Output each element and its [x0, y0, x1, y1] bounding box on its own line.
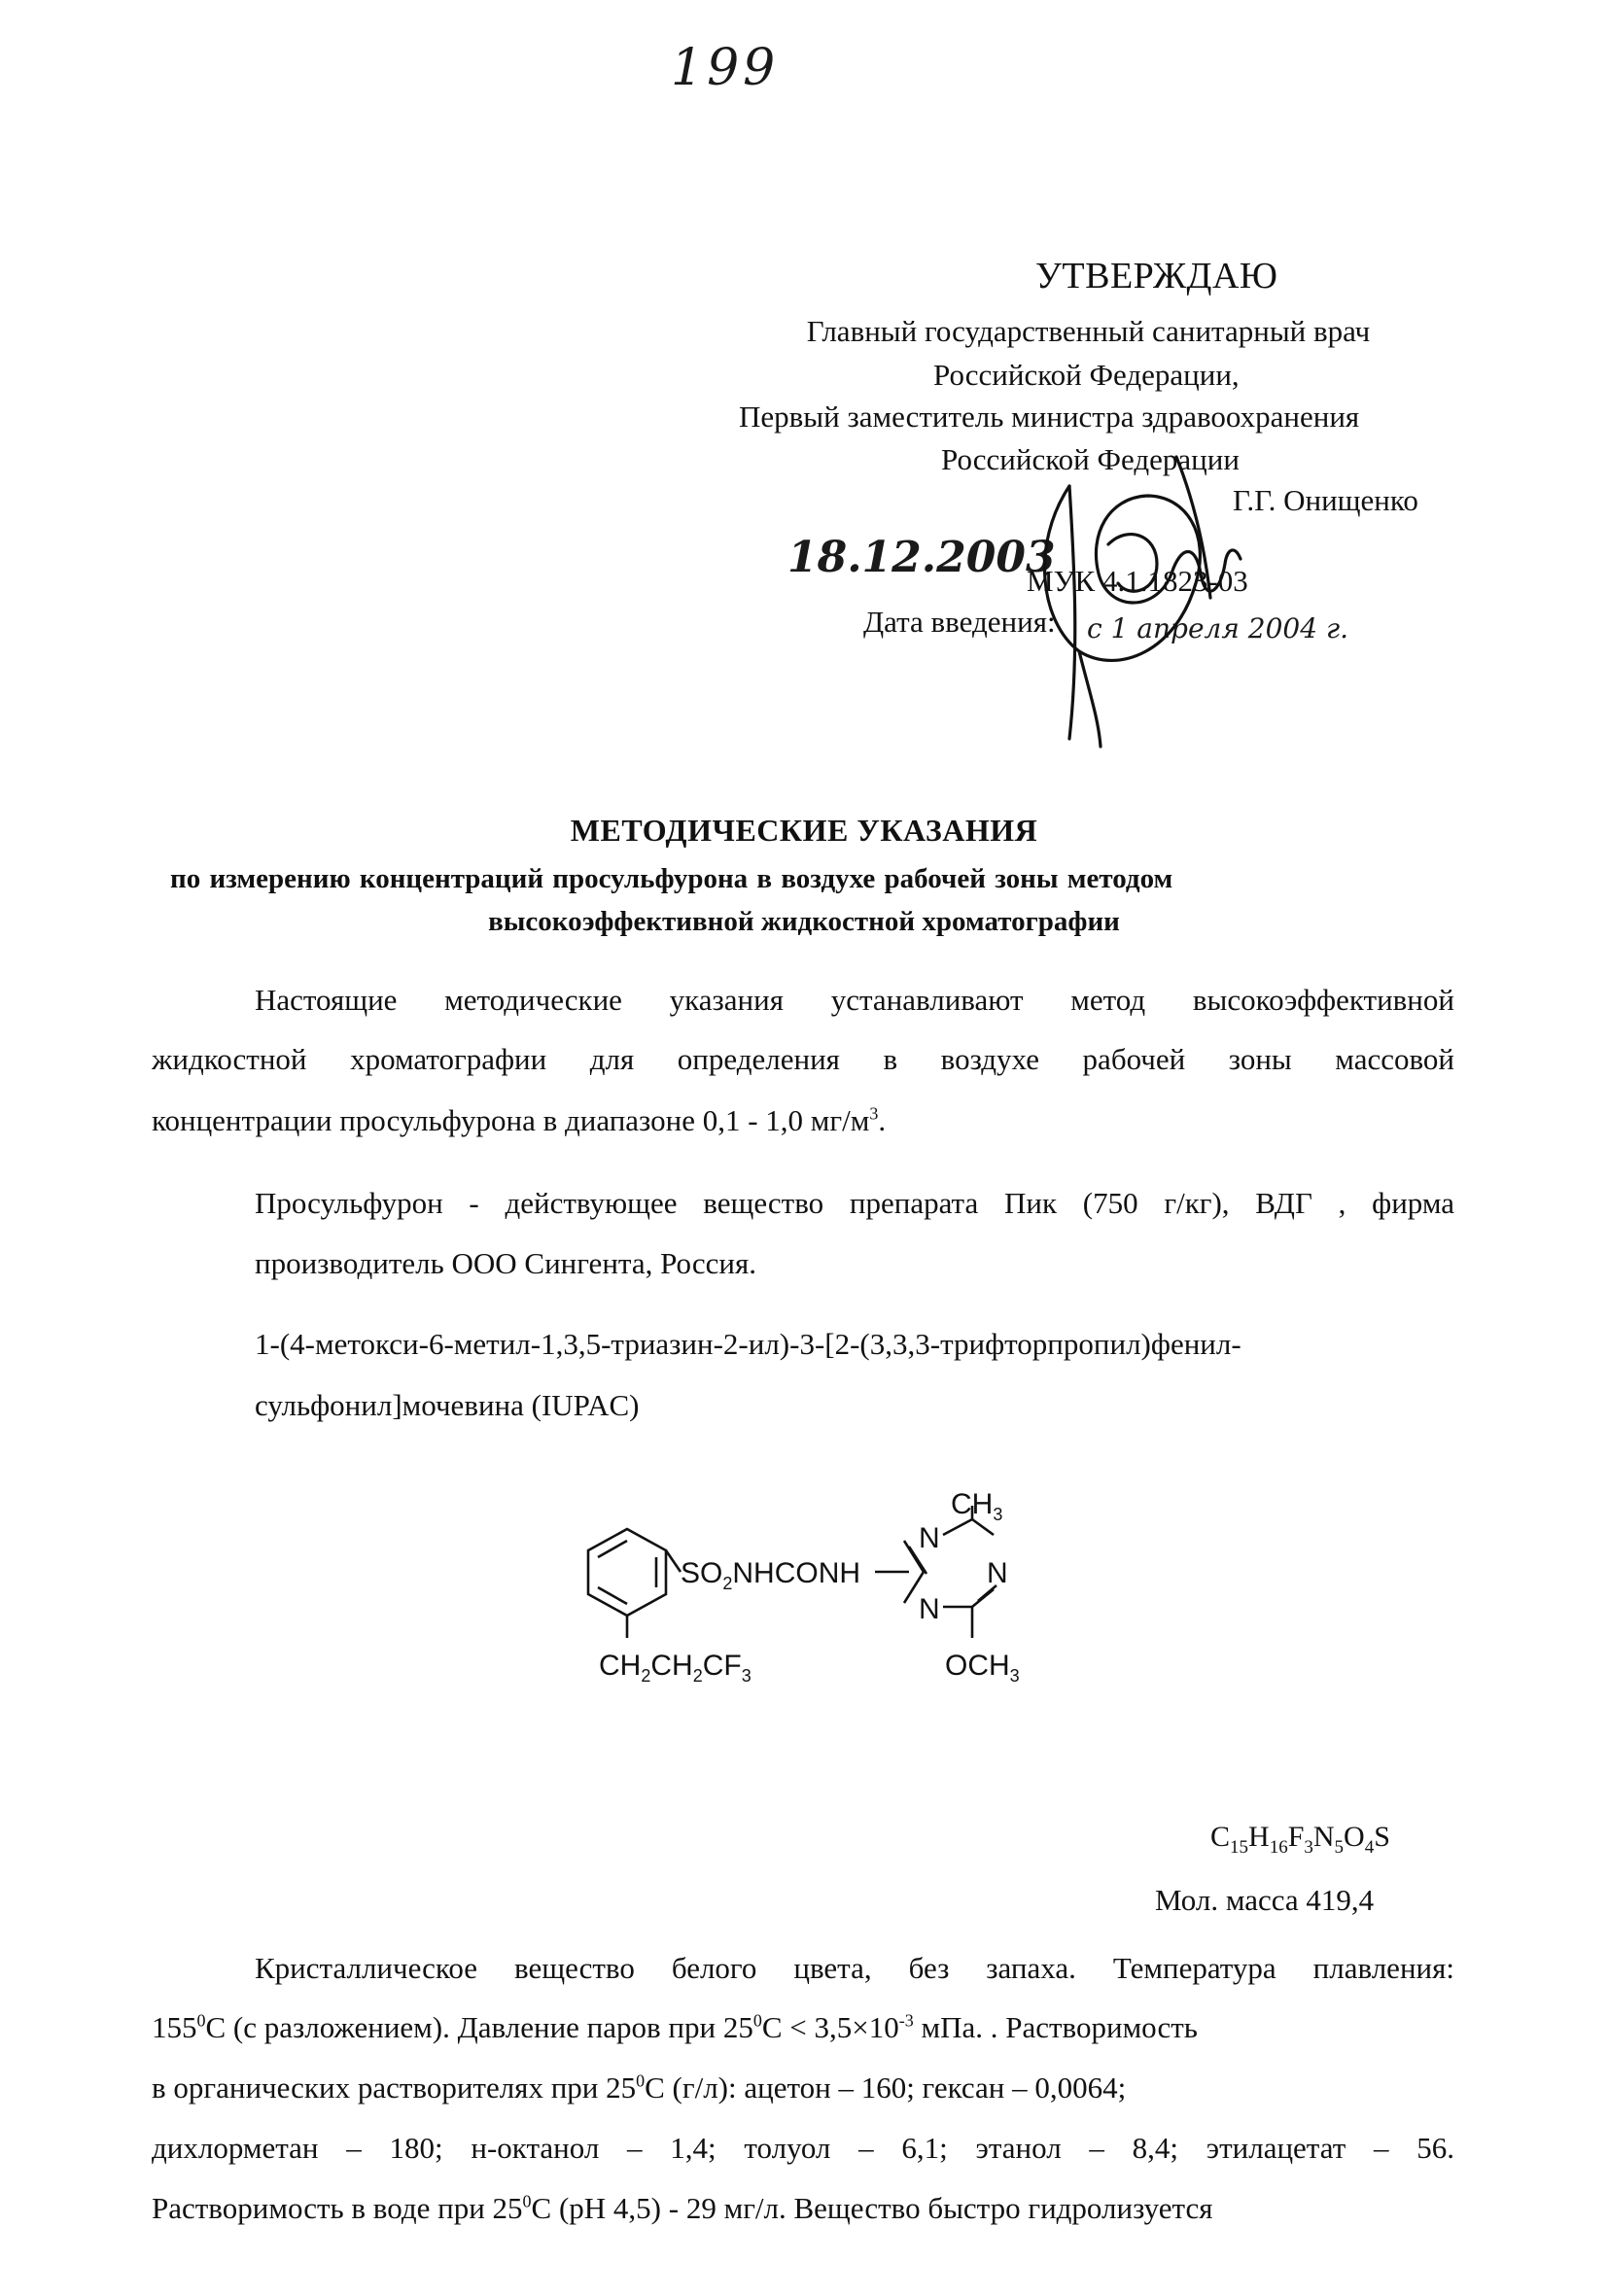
approval-line-country: Российской Федерации, — [933, 358, 1240, 392]
paragraph-intro-line3: концентрации просульфурона в диапазоне 0,1 - 1,0 $мг/м^3$. — [152, 1103, 887, 1137]
structure-n2: N — [987, 1557, 1008, 1589]
structure-methoxy: $OCH_3$ — [945, 1650, 1020, 1686]
approval-muk-number: МУК 4.1.1823-03 — [1027, 564, 1248, 598]
description-line2: $155^0С$ (с разложением). Давление паров при $25^0С < 3,5\times 10^{-3}$ мПа. . Растворимость — [152, 2010, 1198, 2044]
chemical-structure — [544, 1492, 1089, 1725]
structure-chain: $CH_2CH_2CF_3$ — [599, 1650, 752, 1686]
paragraph-intro-line2: жидкостной хроматографии для определения в воздухе рабочей зоны массовой — [152, 1042, 1454, 1076]
paragraph-substance-line1: Просульфурон - действующее вещество препарата Пик (750 г/кг), ВДГ , фирма — [255, 1186, 1454, 1220]
approval-line-country2: Российской Федерации — [941, 442, 1240, 476]
signature-icon — [1011, 428, 1254, 748]
document-subtitle-line1: по измерению концентраций просульфурона в воздухе рабочей зоны методом — [170, 863, 1173, 894]
document-title: МЕТОДИЧЕСКИЕ УКАЗАНИЯ — [570, 813, 1038, 848]
description-line5: Растворимость в воде при $25^0С$ (рН 4,5) - 29 мг/л. Вещество быстро гидролизуется — [152, 2191, 1213, 2225]
iupac-name-line1: 1-(4-метокси-6-метил-1,3,5-триазин-2-ил)-3-[2-(3,3,3-трифторпропил)фенил- — [255, 1327, 1241, 1361]
approval-line-position: Главный государственный санитарный врач — [806, 314, 1371, 348]
approval-line-deputy: Первый заместитель министра здравоохранения — [739, 400, 1360, 434]
molecular-formula: $C_{15}H_{16}F_3N_5O_4S$ — [1210, 1821, 1390, 1858]
structure-n1: N — [919, 1522, 940, 1554]
approval-intro-date-label: Дата введения: — [863, 605, 1056, 639]
description-line3: в органических растворителях при $25^0С$ (г/л): ацетон – 160; гексан – 0,0064; — [152, 2070, 1127, 2105]
paragraph-substance-line2: производитель ООО Сингента, Россия. — [255, 1246, 756, 1280]
structure-n3: N — [919, 1593, 940, 1625]
description-line1: Кристаллическое вещество белого цвета, без запаха. Температура плавления: — [255, 1951, 1454, 1985]
paragraph-intro-line1: Настоящие методические указания устанавливают метод высокоэффективной — [255, 983, 1454, 1017]
iupac-name-line2: сульфонил]мочевина (IUPAC) — [255, 1388, 640, 1422]
molecular-mass: Мол. масса 419,4 — [1155, 1883, 1375, 1917]
structure-sulfonyl: $SO_2NHCONH$ — [681, 1557, 861, 1593]
approval-title: УТВЕРЖДАЮ — [1035, 256, 1278, 296]
page-number: 199 — [671, 39, 780, 97]
description-line4: дихлорметан – 180; н-октанол – 1,4; толуол – 6,1; этанол – 8,4; этилацетат – 56. — [152, 2131, 1454, 2165]
approval-signatory: Г.Г. Онищенко — [1233, 483, 1418, 517]
document-subtitle-line2: высокоэффективной жидкостной хроматографии — [488, 906, 1120, 937]
structure-methyl: $CH_3$ — [951, 1492, 1003, 1524]
handwritten-approval-date: 18.12.2003 — [787, 533, 1056, 582]
handwritten-intro-date: с 1 апреля 2004 г. — [1087, 612, 1348, 644]
